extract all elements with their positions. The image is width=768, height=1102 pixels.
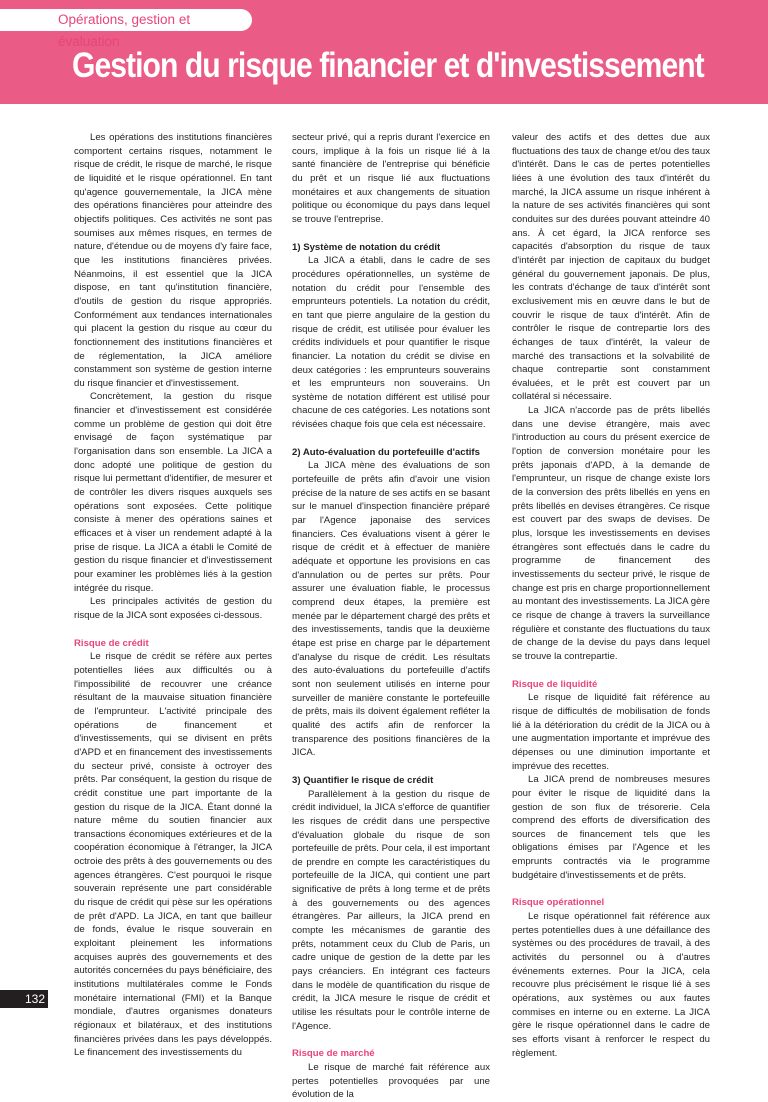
column-2 <box>292 131 490 1102</box>
credit-continued-paragraph: secteur privé, qui a repris durant l'exercice en cours, implique à la fois un risque lié à la santé financière de l'entreprise qui bénéficie du prêt et un risque lié aux fluctuations monétaires et aux changements de situation politique ou économique du pays dans lequel se trouve l'entreprise. <box>292 132 490 225</box>
section-tab: Opérations, gestion et évaluation <box>0 9 252 31</box>
self-assessment-paragraph: La JICA mène des évaluations de son portefeuille de prêts afin d'avoir une vision précise de la nature de ses actifs en se basant sur le manuel d'inspection financière préparé par l'Agence japonaise des services financiers. Ces évaluations visent à gérer le risque de crédit et à effectuer de manière adéquate et opportune les provisions en cas d'annulation ou de pertes sur prêts. Pour assurer une évaluation fiable, le processus comprend deux étapes, la première est menée par le département chargé des prêts et des investissements, tandis que la deuxième étape est prise en charge par le département d'analyse du risque de crédit. Les résultats des auto-évaluations du portefeuille d'actifs sont non seulement utilisés en interne pour surveiller de manière constante le portefeuille de prêts, mais ils doivent également refléter la qualité des actifs afin de renforcer la transparence des positions financières de la JICA. <box>292 460 490 759</box>
market-risk-heading: Risque de marché <box>292 1048 375 1060</box>
intro-paragraph-1: Les opérations des institutions financières comportent certains risques, notamment le risque de crédit, le risque de marché, le risque de liquidité et le risque opérationnel. En tant qu'agence gouvernementale, la JICA mène des opérations financières pour atteindre des objectifs politiques. Ces activités ne sont pas soumises aux mêmes risques, en termes de nature, d'étendue ou de moyens d'y faire face, que les institutions financières privées. Néanmoins, il est essentiel que la JICA dispose, en tant qu'institution financière, d'outils de gestion du risque appropriés. Conformément aux tendances internationales qui placent la gestion du risque au cœur du fonctionnement des institutions financières et de réglementation, la JICA améliore constamment son système de gestion interne du risque financier et d'investissement. <box>74 132 272 389</box>
page-title: Gestion du risque financier et d'investissement <box>72 46 704 85</box>
credit-rating-paragraph: La JICA a établi, dans le cadre de ses procédures opérationnelles, un système de notation du crédit pour l'ensemble des emprunteurs potentiels. La notation du crédit, en tant que pierre angulaire de la gestion du risque de crédit, est utilisée pour évaluer les crédits individuels et pour quantifier le risque financier. La notation du crédit se divise en deux catégories : les emprunteurs souverains et les emprunteurs non souverains. Un système de notation différent est utilisé pour chacune de ces catégories. Les notations sont révisées chaque fois que cela est nécessaire. <box>292 255 490 431</box>
quantify-risk-paragraph: Parallèlement à la gestion du risque de crédit individuel, la JICA s'efforce de quantifier les risques de crédit dans une perspective d'évaluation globale du risque de son portefeuille de prêts. Pour cela, il est important de prendre en compte les caractéristiques du portefeuille de la JICA, qui contient une part significative de prêts à long terme et de prêts à des gouvernements ou des agences étrangères. Par ailleurs, la JICA prend en compte les mécanismes de garantie des prêts, notamment ceux du Club de Paris, un cadre unique de gestion de la dette par les pays créanciers. En intégrant ces facteurs dans le modèle de quantification du risque de crédit, la JICA mesure le risque de crédit et utilise les résultats pour le contrôle interne de l'Agence. <box>292 788 490 1032</box>
market-continued-paragraph: valeur des actifs et des dettes due aux fluctuations des taux de change et/ou des taux d'intérêt. Dans le cas de pertes potentielles liées à une évolution des taux d'intérêt du marché, la JICA assume un risque inhérent à la nature de ses activités financières qui sont conduites sur des durées pouvant atteindre 40 ans. À cet égard, la JICA renforce ses capacités d'absorption du risque de taux d'intérêt par injection de capitaux du budget général du gouvernement japonais. De plus, les contrats d'échange de taux d'intérêt sont exclusivement mis en œuvre dans le but de couvrir le risque de taux d'intérêt. Afin de contrôler le risque de contrepartie lors des échanges de taux d'intérêt, la valeur de marché des transactions et la solvabilité de chaque contrepartie sont constamment évaluées, et le prêt est couvert par un collatéral si nécessaire. <box>512 132 710 403</box>
intro-paragraph-2: Concrètement, la gestion du risque financier et d'investissement est considérée comme un problème de gestion qui doit être envisagé de façon systématique par l'organisation dans son ensemble. La JICA a donc adopté une politique de gestion du risque lui permettant d'identifier, de mesurer et de contrôler les divers risques auxquels ses opérations sont exposées. Cette politique consiste à mener des opérations saines et efficaces et à viser un rendement adapté à la prise de risque. La JICA a établi le Comité de gestion du risque financier et d'investissement pour examiner les problèmes liés à la gestion intégrée du risque. <box>74 391 272 594</box>
credit-risk-paragraph: Le risque de crédit se réfère aux pertes potentielles liées aux difficultés ou à l'impossibilité de recouvrer une créance résultant de la mauvaise situation financière de l'emprunteur. L'activité principale des opérations de financement et d'investissements, qui se divisent en prêts d'APD et en financement des investissements du secteur privé, consiste à octroyer des prêts. Par conséquent, la gestion du risque de crédit constitue une part importante de la gestion du risque de la JICA. Étant donné la nature même du soutien financier aux transactions économiques extérieures et de la coopération économique à l'étranger, la JICA octroie des prêts à des gouvernements ou des agences étrangères. C'est pourquoi le risque souverain représente une part considérable du risque de crédit qui pèse sur les opérations de prêt d'APD. La JICA, en tant que bailleur de fonds, évalue le risque souverain en exploitant pleinement les informations acquises auprès des gouvernements et des autorités concernées du pays bénéficiaire, des institutions multilatérales comme le Fonds monétaire international (FMI) et la Banque mondiale, d'autres organismes donateurs régionaux et bilatéraux, et des institutions financières privées dans les pays développés. Le financement des investissements du <box>74 651 272 1059</box>
column-1 <box>74 131 272 1060</box>
credit-rating-heading: 1) Système de notation du crédit <box>292 241 441 253</box>
liquidity-risk-paragraph-2: La JICA prend de nombreuses mesures pour éviter le risque de liquidité dans la gestion de son flux de trésorerie. Cela comprend des efforts de diversification des sources de financement tels que les obligations émises par l'Agence et les emprunts contractés via le programme budgétaire d'investissements et de prêts. <box>512 774 710 881</box>
operational-risk-heading: Risque opérationnel <box>512 897 605 909</box>
column-3 <box>512 131 710 1060</box>
liquidity-risk-paragraph-1: Le risque de liquidité fait référence au risque de difficultés de mobilisation de fonds lié à la détérioration du crédit de la JICA ou à une augmentation importante et imprévue des dépenses ou une diminution importante et imprévue des recettes. <box>512 692 710 772</box>
market-risk-paragraph: Le risque de marché fait référence aux pertes potentielles provoquées par une évolution de la <box>292 1062 490 1101</box>
credit-risk-heading: Risque de crédit <box>74 637 149 649</box>
liquidity-risk-heading: Risque de liquidité <box>512 678 598 690</box>
self-assessment-heading: 2) Auto-évaluation du portefeuille d'actifs <box>292 446 480 458</box>
intro-paragraph-3: Les principales activités de gestion du risque de la JICA sont exposées ci-dessous. <box>74 596 272 621</box>
page-number: 132 <box>0 990 48 1008</box>
market-risk-paragraph-2: La JICA n'accorde pas de prêts libellés dans une devise étrangère, mais avec l'introduction au cours du présent exercice de l'option de conversion monétaire pour les prêts japonais d'APD, à la demande de l'emprunteur, un risque de change existe lors de la conversion des prêts libellés en yens en prêts libellés en devises étrangères. Ce risque est couvert par des swaps de devises. De plus, lorsque les investissements en devises étrangères sont effectués dans le cadre du programme de financement des investissements du secteur privé, le risque de change est pris en charge proportionnellement au montant des investissements. La JICA gère ce risque de change à travers la surveillance régulière et constante des fluctuations du taux de change de la devise du pays dans lequel se trouve la contrepartie. <box>512 405 710 662</box>
quantify-risk-heading: 3) Quantifier le risque de crédit <box>292 774 434 786</box>
operational-risk-paragraph: Le risque opérationnel fait référence aux pertes potentielles dues à une défaillance des systèmes ou des procédures de travail, à des activités du personnel ou à d'autres événements externes. Pour la JICA, cela recouvre plus précisément le risque lié à ses opérations, aux systèmes ou aux fautes commises en interne ou en externe. La JICA gère le risque opérationnel dans le cadre de ses efforts visant à renforcer le respect du règlement. <box>512 911 710 1059</box>
